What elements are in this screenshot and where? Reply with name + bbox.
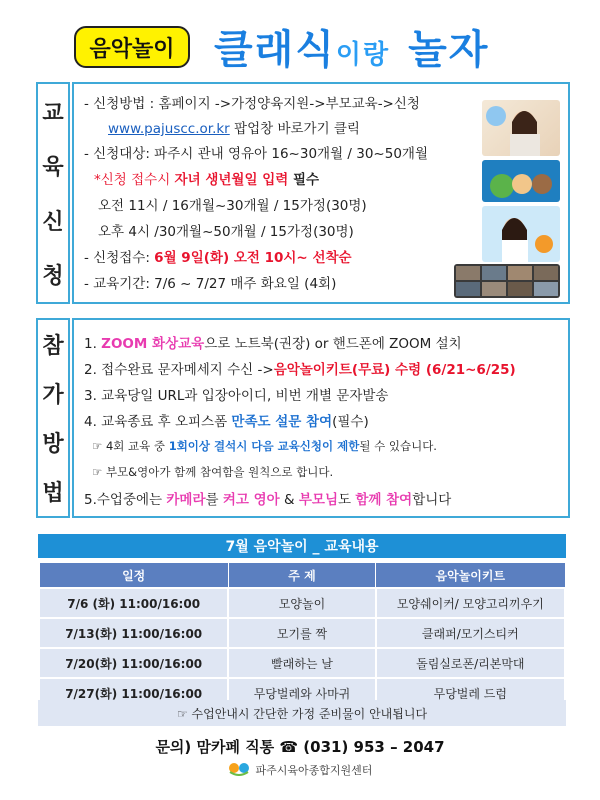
step-5-b: 를 (205, 492, 223, 508)
session-am: 오전 11시 / 16개월~30개월 / 15가정(30명) (98, 198, 367, 214)
col-kit: 음악놀이키트 (376, 563, 565, 589)
row-date: 7/20(화) 11:00/16:00 (39, 648, 228, 678)
col-date: 일정 (39, 563, 228, 589)
table-row (39, 618, 565, 648)
receipt-date: 6월 9일(화) 오전 10시~ 선착순 (154, 250, 352, 266)
homepage-link[interactable]: www.pajuscc.or.kr (108, 121, 230, 137)
edu-period: - 교육기간: 7/6 ~ 7/27 매주 화요일 (4회) (84, 276, 337, 292)
schedule-table (38, 562, 566, 709)
notice-absence-bold: 1회이상 결석시 다음 교육신청이 제한 (168, 439, 360, 453)
row-kit: 모양쉐이커/ 모양고리끼우기 (376, 588, 565, 618)
table-row (39, 648, 565, 678)
row-date: 7/6 (화) 11:00/16:00 (39, 588, 228, 618)
kit-pickup: 음악놀이키트(무료) 수령 (6/21~6/25) (273, 362, 516, 378)
step-5-together: 함께 참여 (355, 492, 413, 508)
zoom-label: ZOOM 화상교육 (101, 336, 205, 352)
teacher-photo (482, 100, 560, 156)
note-bold: 자녀 생년월일 입력 (174, 172, 289, 188)
step-5-d: 도 (337, 492, 356, 508)
step-1-b: 으로 노트북(권장) or 핸드폰에 ZOOM 설치 (204, 336, 462, 352)
step-5-child: 켜고 영아 (222, 492, 280, 508)
step-2-a: 2. 접수완료 문자메세지 수신 -> (84, 362, 274, 378)
zoom-gallery-photo (454, 264, 560, 298)
apply-method: - 신청방법 : 홈페이지 ->가정양육지원->부모교육->신청 (84, 96, 420, 112)
row-topic: 무당벌레와 사마귀 (228, 678, 375, 708)
row-date: 7/27(화) 11:00/16:00 (39, 678, 228, 708)
step-1 (84, 332, 462, 352)
schedule-note: ☞ 수업안내시 간단한 가정 준비물이 안내됩니다 (38, 700, 566, 726)
side-char: 법 (42, 481, 64, 506)
title-part-3: 놀자 (408, 27, 490, 73)
table-row (39, 588, 565, 618)
step-5-c: & (279, 492, 299, 508)
step-1-a: 1. (84, 336, 102, 352)
side-char: 참 (42, 334, 64, 359)
row-date: 7/13(화) 11:00/16:00 (39, 618, 228, 648)
page-title (214, 18, 489, 75)
side-char: 방 (42, 432, 64, 457)
title-badge: 음악놀이 (74, 26, 190, 68)
notice-absence (92, 438, 437, 454)
host-photo (482, 206, 560, 262)
notice-absence-a: ☞ 4회 교육 중 (92, 439, 169, 453)
side-char: 가 (42, 383, 64, 408)
step-4-a: 4. 교육종료 후 오피스폼 (84, 414, 232, 430)
org-logo-icon (228, 760, 250, 779)
side-char: 육 (42, 155, 64, 181)
side-label-apply (36, 82, 70, 304)
participation-section (72, 318, 570, 518)
row-kit: 돌림실로폰/리본막대 (376, 648, 565, 678)
step-5-a: 5.수업중에는 (84, 492, 167, 508)
apply-note (94, 168, 319, 188)
note-prefix: *신청 접수시 (94, 172, 175, 188)
url-suffix: 팝업창 바로가기 클릭 (229, 121, 360, 137)
notice-parent: ☞ 부모&영아가 함께 참여함을 원칙으로 합니다. (92, 465, 334, 479)
row-topic: 모양놀이 (228, 588, 375, 618)
step-3: 3. 교육당일 URL과 입장아이디, 비번 개별 문자발송 (84, 388, 389, 404)
col-topic: 주 제 (228, 563, 375, 589)
step-5-parent: 부모님 (298, 492, 338, 508)
org-name: 파주시육아종합지원센터 (255, 763, 373, 777)
apply-target: - 신청대상: 파주시 관내 영유아 16~30개월 / 30~50개월 (84, 146, 428, 162)
apply-receipt (84, 246, 352, 266)
side-char: 청 (42, 264, 64, 290)
receipt-prefix: - 신청접수: (84, 250, 155, 266)
step-5 (84, 488, 451, 508)
step-5-e: 합니다 (412, 492, 452, 508)
step-4 (84, 410, 369, 430)
contact-info: 문의) 맘카페 직통 ☎ (031) 953 – 2047 (155, 738, 445, 756)
row-kit: 무당벌레 드럼 (376, 678, 565, 708)
row-topic: 빨래하는 날 (228, 648, 375, 678)
step-2 (84, 358, 516, 378)
row-kit: 클래퍼/모기스티커 (376, 618, 565, 648)
side-char: 신 (42, 209, 64, 235)
puppet-photo (482, 160, 560, 202)
step-5-camera: 카메라 (166, 492, 206, 508)
side-char: 교 (42, 100, 64, 126)
application-section (72, 82, 570, 304)
title-part-1: 클래식 (214, 27, 336, 73)
session-pm: 오후 4시 /30개월~50개월 / 15가정(30명) (98, 224, 354, 240)
note-suffix: 필수 (288, 172, 320, 188)
org-footer (0, 760, 600, 779)
row-topic: 모기를 짝 (228, 618, 375, 648)
step-4-b: (필수) (332, 414, 369, 430)
apply-url-line (108, 117, 360, 137)
schedule-title: 7월 음악놀이 _ 교육내용 (38, 534, 566, 558)
notice-absence-b: 될 수 있습니다. (359, 439, 437, 453)
title-part-2: 이랑 (335, 40, 391, 70)
side-label-participation (36, 318, 70, 518)
survey-label: 만족도 설문 참여 (231, 414, 333, 430)
